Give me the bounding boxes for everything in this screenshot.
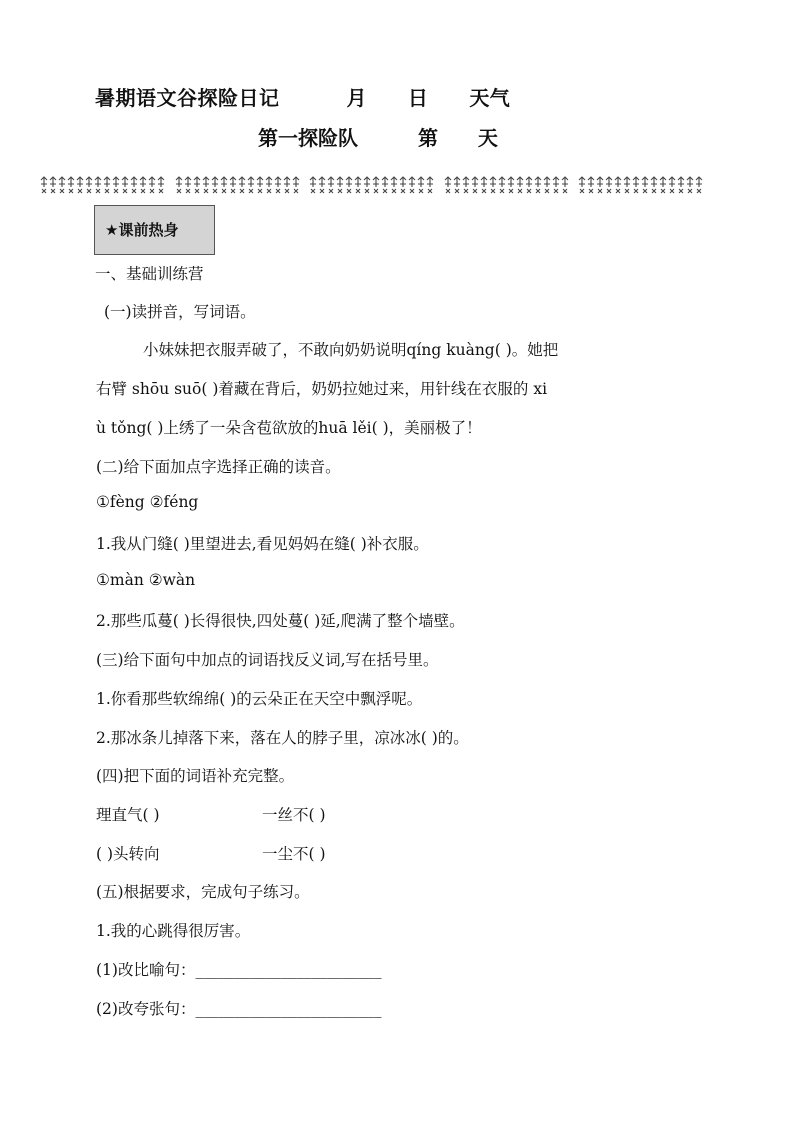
q5-task-exaggeration: (2)改夸张句：________________________: [96, 1000, 382, 1018]
border-segment: [175, 176, 301, 194]
border-pattern-icon: [40, 176, 166, 194]
border-pattern-icon: [444, 176, 570, 194]
q2-sentence-1: 1.我从门缝( )里望进去,看见妈妈在缝( )补衣服。: [96, 535, 429, 553]
part1-heading: 一、基础训练营: [95, 265, 204, 283]
border-segment: [444, 176, 570, 194]
q2-options-1: ①fèng ②féng: [96, 493, 199, 511]
q3-sentence-2: 2.那冰条儿掉落下来，落在人的脖子里，凉冰冰( )的。: [96, 729, 469, 747]
border-pattern-icon: [175, 176, 301, 194]
diary-title: 暑期语文谷探险日记: [95, 86, 280, 110]
decorative-border: [40, 176, 704, 196]
q2-sentence-2: 2.那些瓜蔓( )长得很快,四处蔓( )延,爬满了整个墙壁。: [96, 612, 465, 630]
border-segment: [578, 176, 704, 194]
month-label: 月: [346, 86, 367, 110]
diary-title-line: [95, 82, 510, 111]
q4-item-4: 一尘不( ): [262, 845, 326, 863]
border-pattern-icon: [578, 176, 704, 194]
q1-text-line-3: ù tǒng( )上绣了一朵含苞欲放的huā lěi( )，美丽极了！: [96, 419, 482, 437]
q4-item-2: 一丝不( ): [262, 806, 326, 824]
team-line: [258, 122, 498, 151]
border-pattern-icon: [309, 176, 435, 194]
day-suffix: 天: [477, 126, 498, 150]
q1-text-line-1: 小妹妹把衣服弄破了，不敢向奶奶说明qíng kuàng( )。她把: [143, 341, 559, 359]
day-label: 日: [407, 86, 429, 110]
border-segment: [309, 176, 435, 194]
q3-sentence-1: 1.你看那些软绵绵( )的云朵正在天空中飘浮呢。: [96, 690, 423, 708]
team-label: 第一探险队: [258, 126, 358, 150]
q5-heading: (五)根据要求，完成句子练习。: [96, 883, 310, 901]
weather-label: 天气: [469, 86, 511, 110]
q4-item-3: ( )头转向: [96, 845, 160, 863]
q1-heading: (一)读拼音，写词语。: [104, 303, 256, 321]
day-prefix: 第: [417, 126, 438, 150]
q3-heading: (三)给下面句中加点的词语找反义词,写在括号里。: [96, 651, 439, 669]
q4-item-1: 理直气( ): [96, 806, 160, 824]
q5-task-simile: (1)改比喻句：________________________: [96, 961, 382, 979]
border-segment: [40, 176, 166, 194]
warmup-badge: ★课前热身: [94, 205, 215, 255]
q2-options-2: ①màn ②wàn: [96, 571, 196, 589]
q1-text-line-2: 右臂 shōu suō( )着藏在背后，奶奶拉她过来，用针线在衣服的 xi: [96, 380, 548, 398]
q5-sentence: 1.我的心跳得很厉害。: [96, 922, 251, 940]
q2-heading: (二)给下面加点字选择正确的读音。: [96, 458, 341, 476]
q4-heading: (四)把下面的词语补充完整。: [96, 767, 295, 785]
